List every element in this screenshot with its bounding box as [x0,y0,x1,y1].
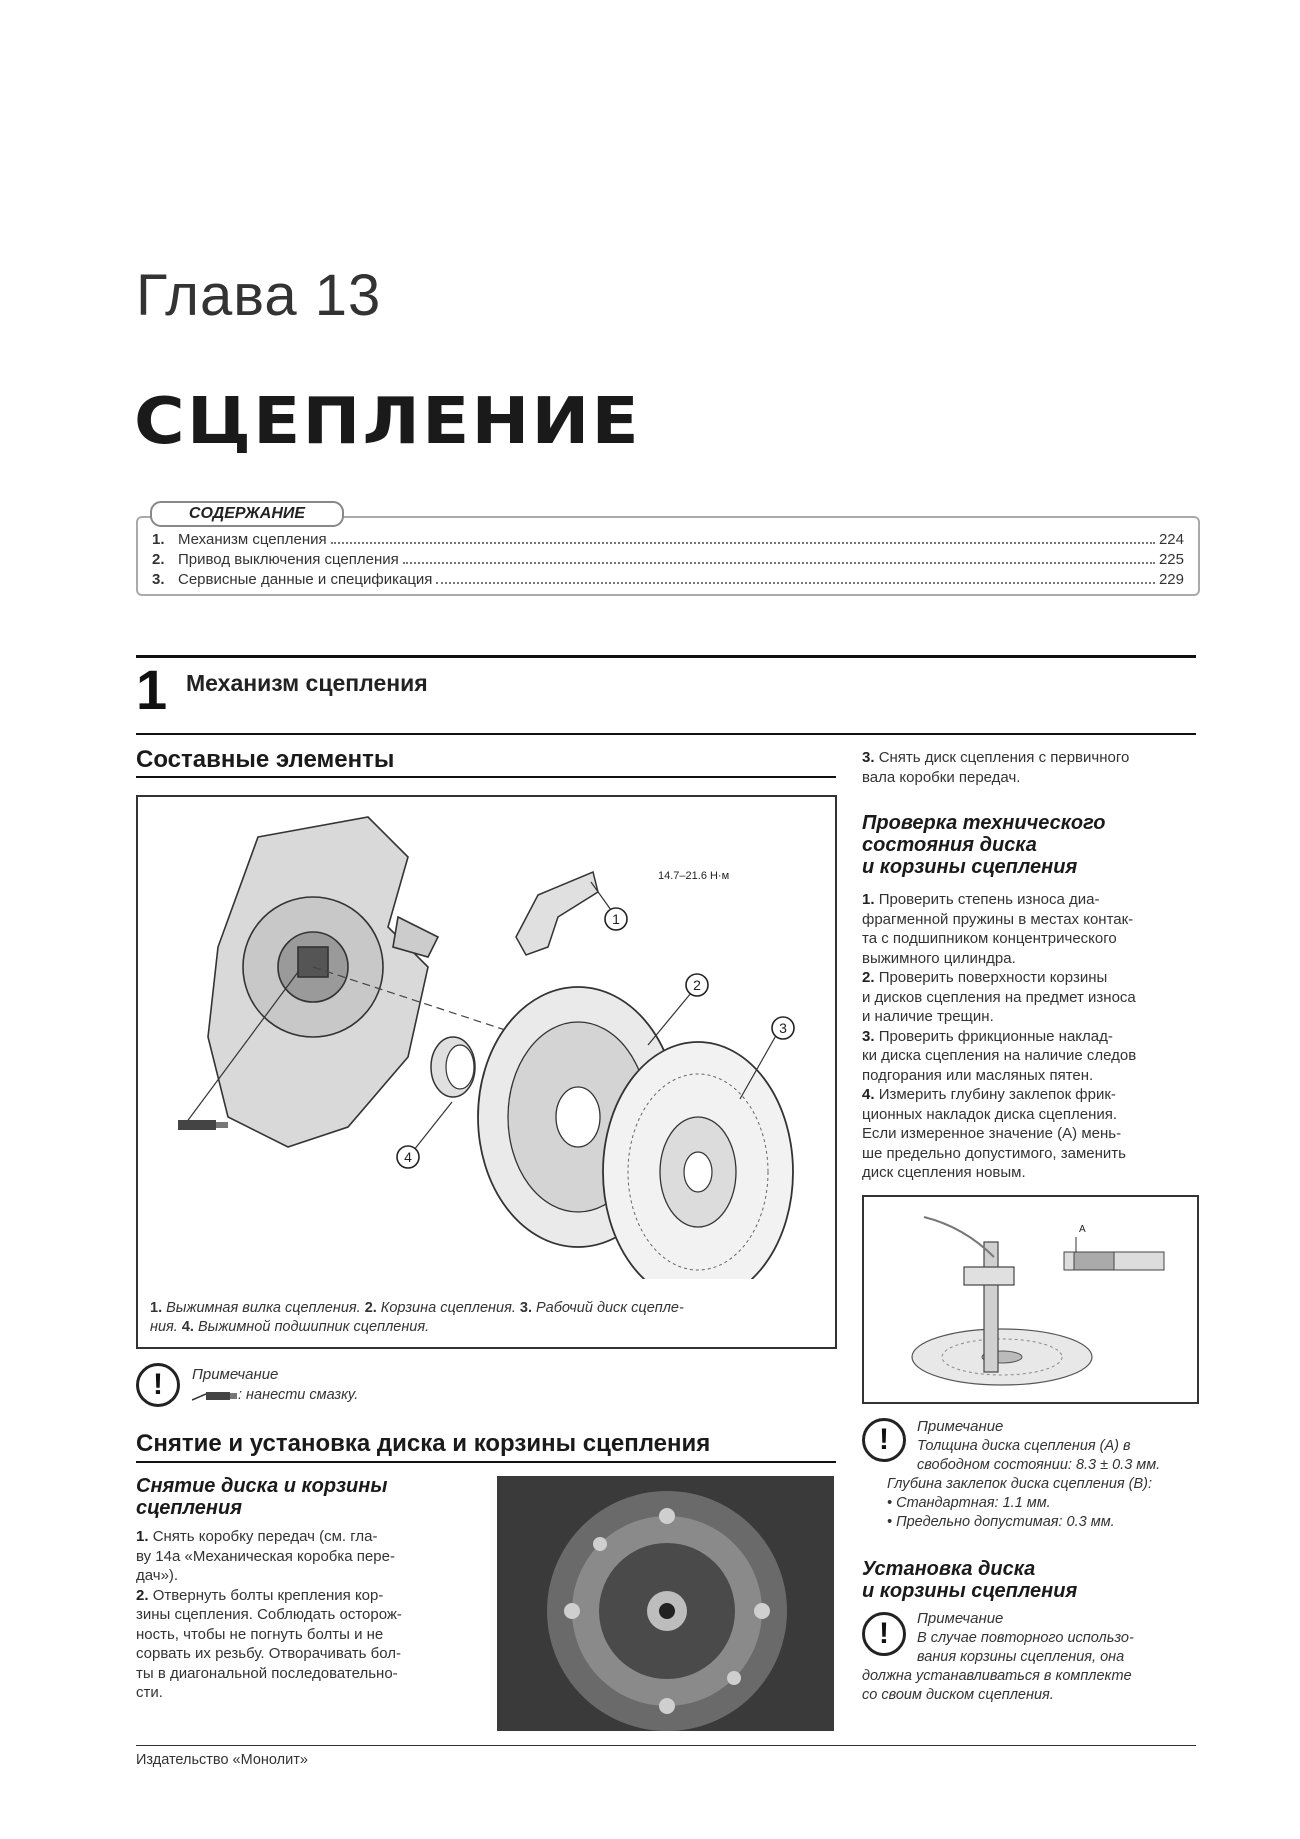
release-fork-drawing [516,872,598,955]
install-heading: Установка диска и корзины сцепления [862,1558,1078,1602]
toc-item[interactable] [152,528,1184,548]
clutch-exploded-diagram [138,797,835,1279]
note2-text: Толщина диска сцепления (A) в свободном состоянии: 8.3 ± 0.3 мм. [917,1438,1161,1473]
note2-cont: Глубина заклепок диска сцепления (B): • Стандартная: 1.1 мм. • Предельно допустимая: 0.3 мм. [887,1476,1153,1530]
warning-icon: ! [136,1363,180,1407]
svg-text:4: 4 [404,1149,412,1165]
note-title: Примечание [192,1366,279,1383]
toc-item-page: 224 [1158,531,1184,548]
toc-item-num: 3. [152,571,165,588]
inspect-step-3: 3. Проверить фрикционные наклад- [862,1027,1113,1045]
toc-item[interactable] [152,568,1184,588]
callout-3 [772,1017,794,1039]
measure-label: A [1079,1224,1086,1235]
footer-rule [136,1745,1196,1746]
gearbox-housing-drawing [208,817,438,1147]
note-text: : нанести смазку. [238,1387,359,1403]
footer-publisher: Издательство «Монолит» [136,1752,308,1768]
inspect-steps: 1. Проверить степень износа диа- фрагменной пружины в местах контак- та с подшипником концентрического выжимного цилиндра. 2. Проверить поверхности корзины и дисков сцепления на предмет износа и наличие трещин. 3. Проверить фрикционные наклад- ки диска сцепления на наличие следов подгорания или масляных пятен. 4. Измерить глубину заклепок фрик- ционных накладок диска сцепления. Если измеренное значение (A) мень- ше предельно допустимого, заменить диск сцепления новым. [862,890,1197,1183]
callout-1 [605,908,627,930]
callout-4 [397,1146,419,1168]
toc-leader [403,562,1155,564]
toc-heading: СОДЕРЖАНИЕ [150,501,344,527]
section-number: 1 [136,658,168,721]
chapter-title: СЦЕПЛЕНИЕ [134,385,641,459]
removal-rule [136,1461,836,1463]
release-bearing-drawing [431,1037,475,1097]
chapter-label: Глава 13 [136,263,382,328]
removal-heading: Снятие и установка диска и корзины сцепления [136,1430,711,1457]
inspect-step-2: 2. Проверить поверхности корзины [862,969,1108,986]
svg-text:2: 2 [693,977,701,993]
toc-item-label: Сервисные данные и спецификация [178,571,433,588]
section-rule-top [136,655,1196,658]
removal-steps: 1. Снять коробку передач (см. гла- ву 14а «Механическая коробка пере- дач»). 2. Отвернуть болты крепления кор- зины сцепления. Соблюдать осторож- ность, чтобы не погнуть болты и не сорвать их резьбу. Отворачивать бол- ты в диагональной последовательно- сти. [136,1527,476,1703]
toc-item-label: Привод выключения сцепления [178,551,399,568]
note3-text-b: должна устанавливаться в комплекте со своим диском сцепления. [862,1668,1132,1703]
inspect-heading: Проверка технического состояния диска и корзины сцепления [862,812,1106,878]
components-heading: Составные элементы [136,746,395,773]
removal-step-2: 2. Отвернуть болты крепления кор- [136,1586,384,1604]
torque-label: 14.7–21.6 Н·м [658,870,730,882]
grease-icon [178,1120,228,1130]
toc-item-page: 225 [1158,551,1184,568]
diagram-caption: 1. Выжимная вилка сцепления. 2. Корзина сцепления. 3. Рабочий диск сцепле- ния. 4. Выжимной подшипник сцепления. [150,1300,684,1335]
toc-item-num: 1. [152,531,165,548]
toc-box [136,516,1200,596]
warning-icon: ! [862,1612,906,1656]
toc-item-label: Механизм сцепления [178,531,327,548]
grease-icon [192,1390,238,1402]
section-rule-bottom [136,733,1196,735]
removal-subheading: Снятие диска и корзины сцепления [136,1475,388,1519]
exploded-diagram-frame [136,795,837,1349]
note-body [192,1386,358,1405]
callout-2 [686,974,708,996]
inspect-step-1: 1. Проверить степень износа диа- [862,891,1100,908]
removal-step-1: 1. Снять коробку передач (см. гла- [136,1528,378,1545]
note2-title: Примечание [917,1418,1004,1435]
toc-leader [436,582,1155,584]
svg-text:3: 3 [779,1020,787,1036]
components-rule [136,776,836,778]
section-title: Механизм сцепления [186,670,428,696]
measurement-figure [862,1195,1199,1404]
inspect-step-4: 4. Измерить глубину заклепок фрик- [862,1086,1116,1103]
toc-item[interactable] [152,548,1184,568]
step-3: 3. Снять диск сцепления с первичного вала коробки передач. [862,749,1130,786]
clutch-photo-image [497,1476,834,1731]
toc-item-num: 2. [152,551,165,568]
toc-leader [331,542,1155,544]
note3-title: Примечание [917,1610,1004,1627]
svg-text:1: 1 [612,911,620,927]
note3-text-a: В случае повторного использо- вания корзины сцепления, она [917,1630,1134,1665]
caliper-measurement-drawing [864,1197,1197,1402]
clutch-photo [497,1476,834,1731]
warning-icon: ! [862,1418,906,1462]
toc-item-page: 229 [1158,571,1184,588]
